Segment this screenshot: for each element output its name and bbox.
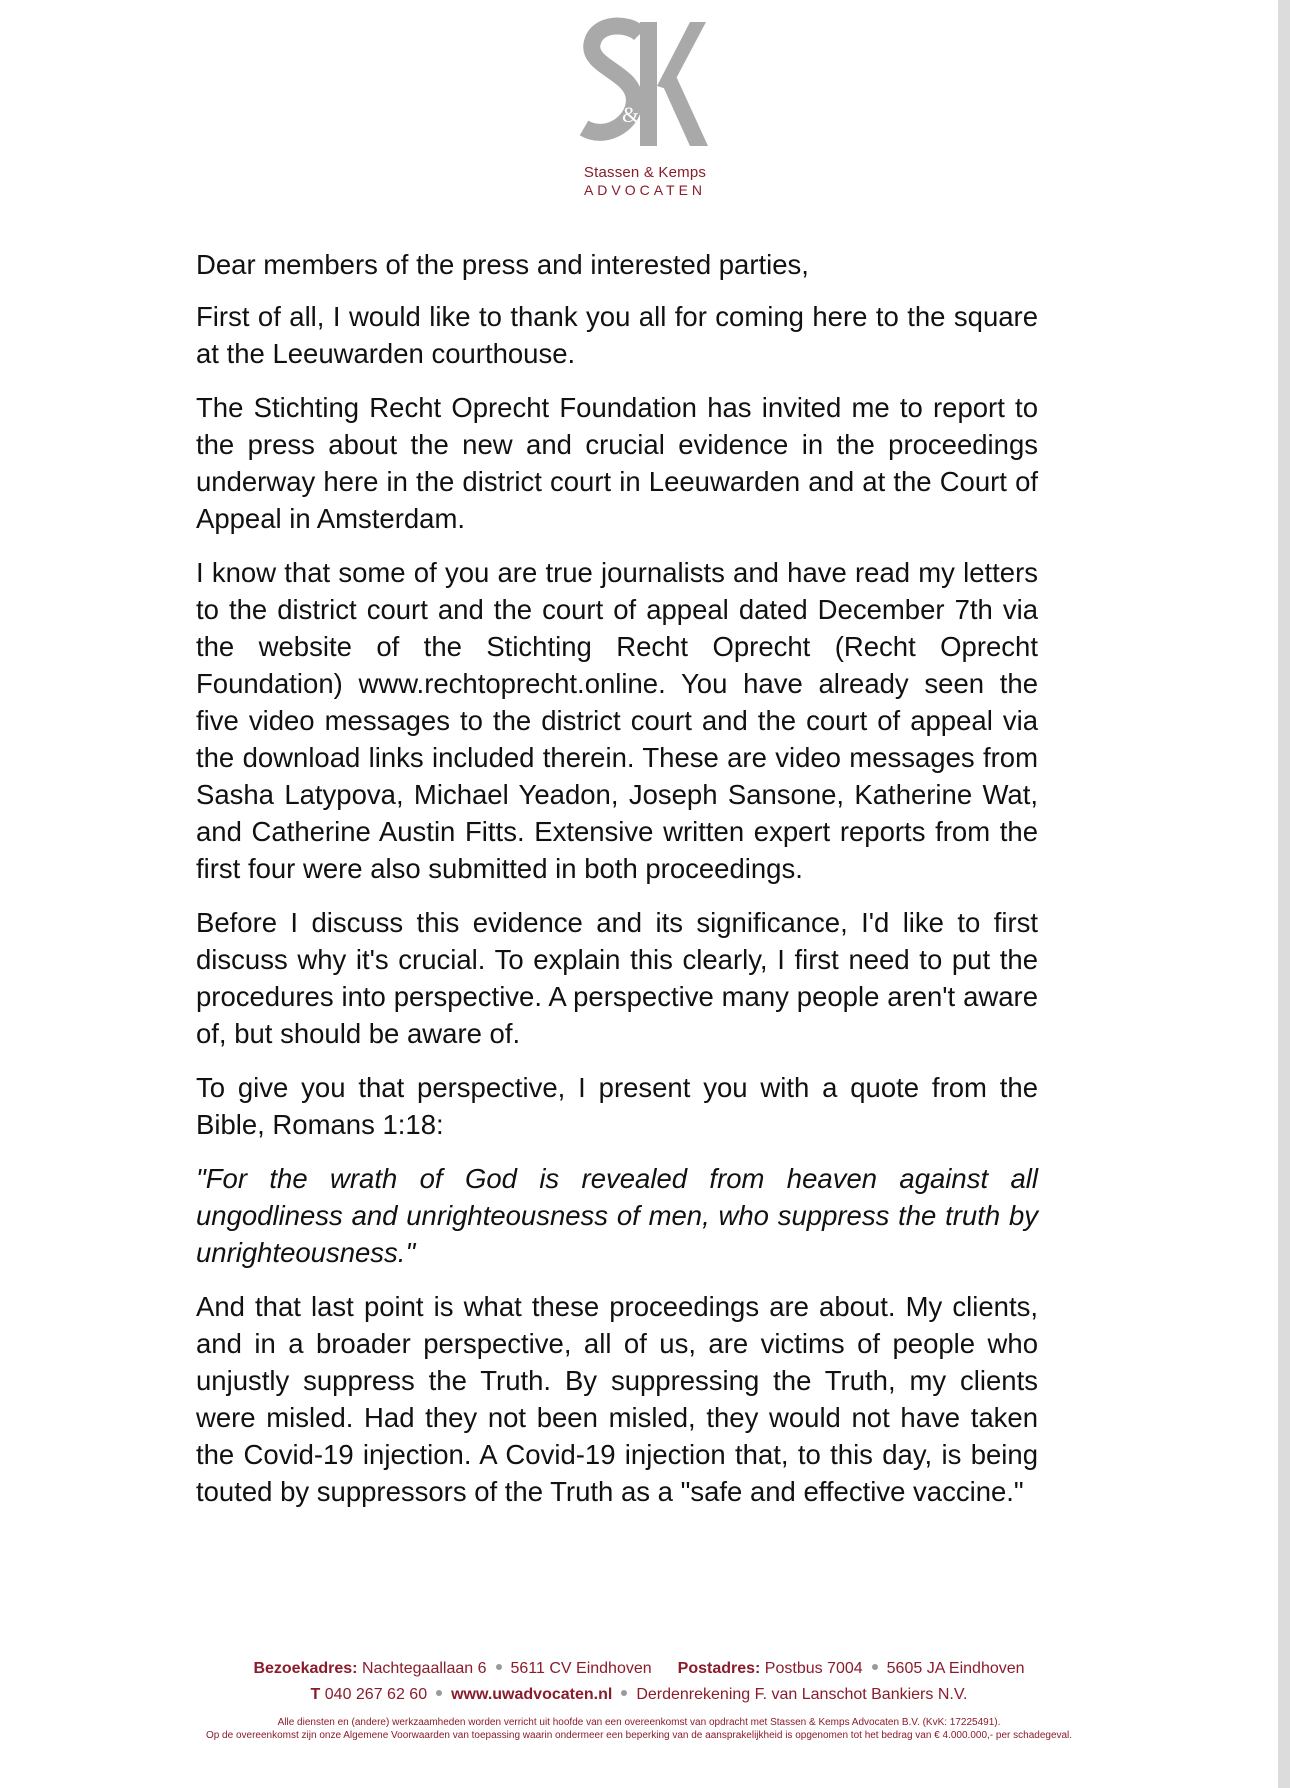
visit-address-label: Bezoekadres: — [253, 1660, 358, 1677]
paragraph-invitation: The Stichting Recht Oprecht Foundation has invited me to report to the press about the new and crucial evidence in the proceedings underway here in the district court in Leeuwarden and at the Court of Appeal in Amsterdam. — [196, 392, 1038, 534]
paragraph-quote-intro: To give you that perspective, I present you with a quote from the Bible, Romans 1:18: — [196, 1072, 1038, 1140]
letter-greeting: Dear members of the press and interested parties, — [196, 249, 809, 280]
footer-disclaimer-2: Op de overeenkomst zijn onze Algemene Voorwaarden van toepassing waarin ondermeer een beperking van de aansprakelijkheid is opgenomen tot het bedrag van € 4.000.000,- per schadegeval. — [205, 1730, 1073, 1741]
logo-firm-name: Stassen & Kemps — [583, 164, 707, 181]
sk-monogram-logo — [578, 14, 708, 164]
visit-address-city: 5611 CV Eindhoven — [510, 1660, 652, 1677]
website-link[interactable]: www.uwadvocaten.nl — [451, 1686, 613, 1703]
footer-contact-line — [0, 1682, 1278, 1708]
paragraph-perspective: Before I discuss this evidence and its significance, I'd like to first discuss why it's crucial. To explain this clearly, I first need to put the procedures into perspective. A perspective many people aren't aware of, but should be aware of. — [196, 907, 1038, 1049]
letterhead-footer — [0, 1656, 1278, 1742]
page-edge — [1278, 0, 1290, 1788]
logo-ampersand: & — [622, 102, 640, 127]
separator-dot — [872, 1664, 878, 1670]
paragraph-closing: And that last point is what these proceedings are about. My clients, and in a broader perspective, all of us, are victims of people who unjustly suppress the Truth. By suppressing the Truth, my clients were misled. Had they not been misled, they would not have taken the Covid-19 injection. A Covid-19 injection that, to this day, is being touted by suppressors of the Truth as a "safe and effective vaccine." — [196, 1291, 1038, 1507]
footer-address-line — [0, 1656, 1278, 1682]
postal-address-label: Postadres: — [677, 1660, 761, 1677]
postal-address-city: 5605 JA Eindhoven — [886, 1660, 1025, 1677]
paragraph-thanks: First of all, I would like to thank you all for coming here to the square at the Leeuwarden courthouse. — [196, 301, 1038, 369]
logo-firm-subtitle: ADVOCATEN — [583, 182, 707, 198]
visit-address-street: Nachtegaallaan 6 — [361, 1660, 487, 1677]
footer-disclaimer-1: Alle diensten en (andere) werkzaamheden worden verricht uit hoofde van een overeenkomst van opdracht met Stassen & Kemps Advocaten B.V. (KvK: 17225491). — [277, 1717, 1001, 1728]
separator-dot — [496, 1664, 502, 1670]
phone-label: T — [310, 1686, 321, 1703]
separator-dot — [436, 1690, 442, 1696]
bank-account: Derdenrekening F. van Lanschot Bankiers N.V. — [636, 1686, 968, 1703]
postal-address-box: Postbus 7004 — [764, 1660, 863, 1677]
firm-logo — [570, 14, 720, 204]
paragraph-evidence: I know that some of you are true journalists and have read my letters to the district court and the court of appeal dated December 7th via the website of the Stichting Recht Oprecht (Recht Oprecht Foundation) www.rechtoprecht.online. You have already seen the five video messages to the district court and the court of appeal via the download links included therein. These are video messages from Sasha Latypova, Michael Yeadon, Joseph Sansone, Katherine Wat, and Catherine Austin Fitts. Extensive written expert reports from the first four were also submitted in both proceedings. — [196, 557, 1038, 884]
phone-number: 040 267 62 60 — [324, 1686, 428, 1703]
bible-quote: "For the wrath of God is revealed from heaven against all ungodliness and unrighteousness of men, who suppress the truth by unrighteousness." — [196, 1163, 1038, 1268]
letter-body — [196, 246, 1038, 1527]
separator-dot — [621, 1690, 627, 1696]
